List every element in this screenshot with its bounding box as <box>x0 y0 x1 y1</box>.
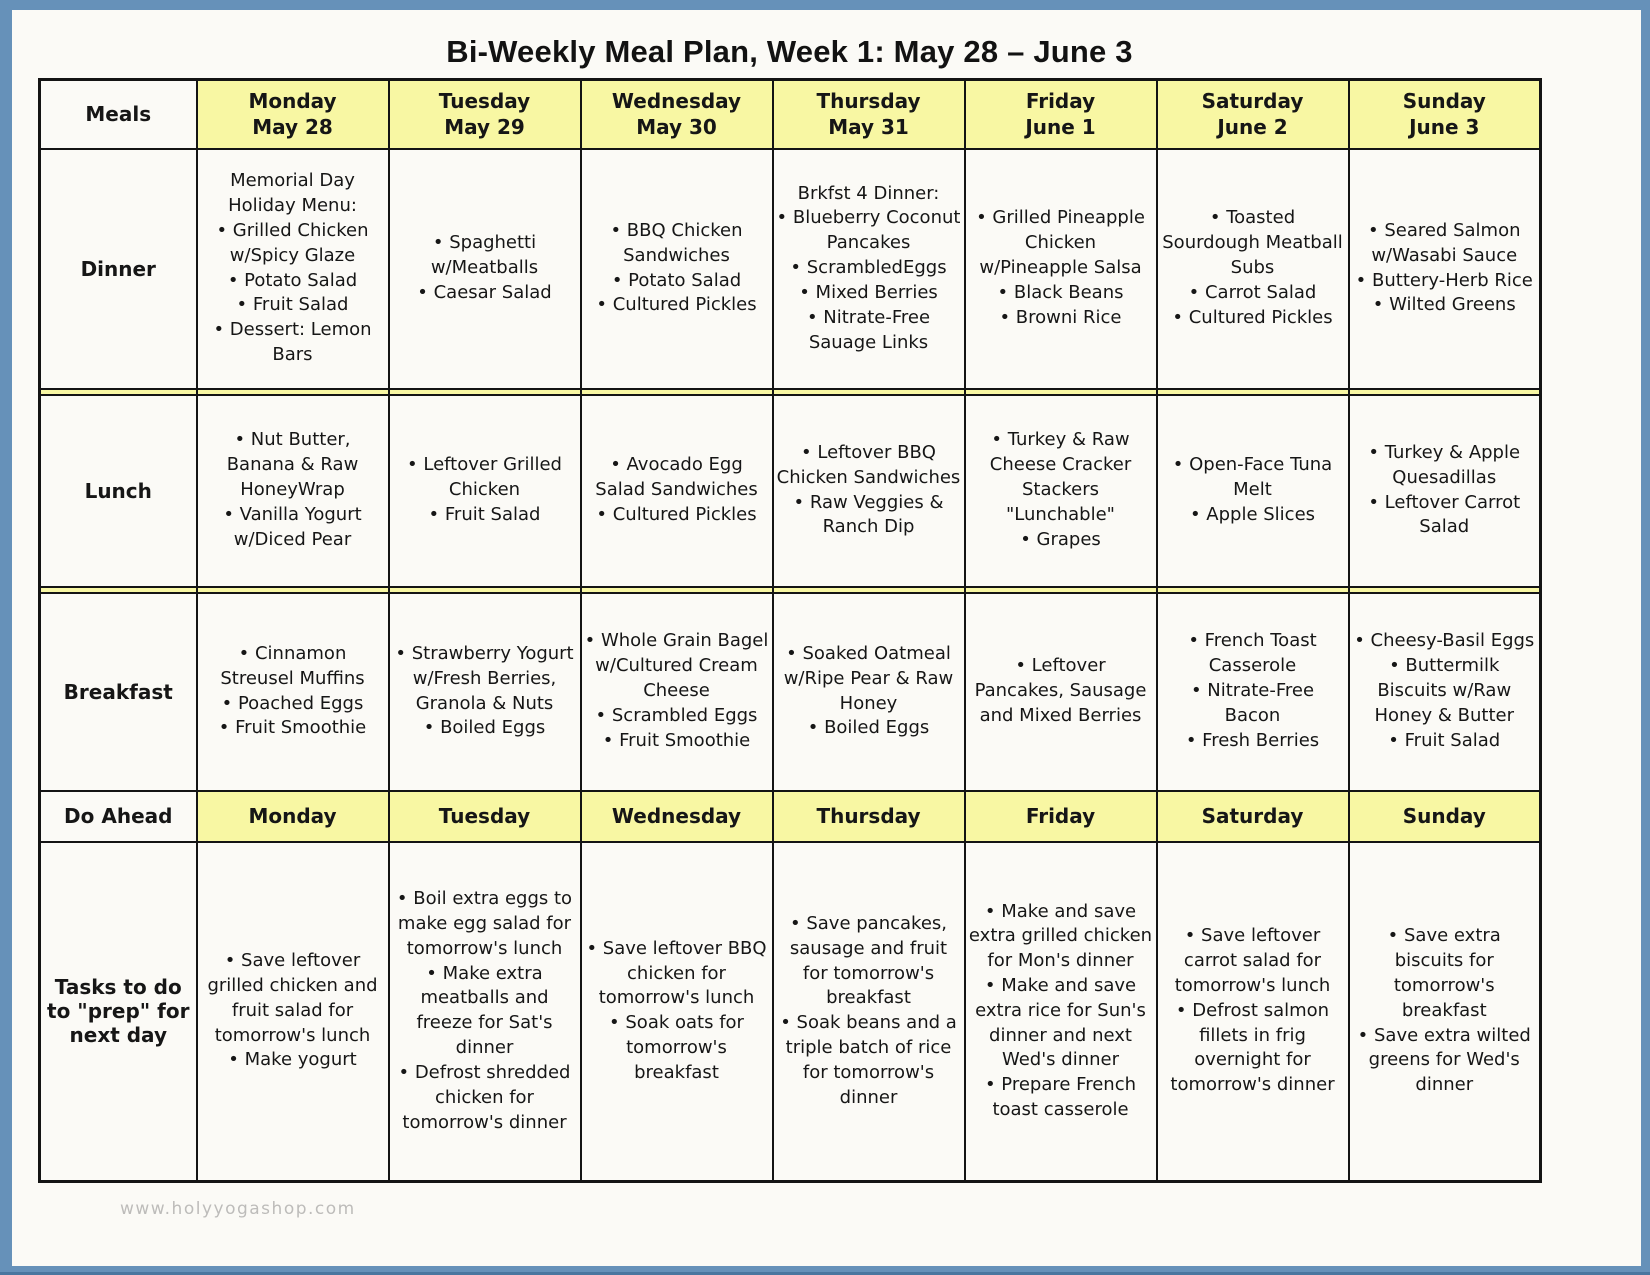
meal-item: • Save pancakes, sausage and fruit for tomorrow's breakfast <box>789 912 948 1009</box>
meal-item: • Nitrate-Free Sauage Links <box>806 306 931 353</box>
meal-item: • Soaked Oatmeal w/Ripe Pear & Raw Honey <box>783 642 954 714</box>
meal-item: • Make yogurt <box>228 1049 357 1071</box>
do-ahead-label: Do Ahead <box>40 791 197 842</box>
meal-item: • Make extra meatballs and freeze for Sat's dinner <box>416 962 553 1059</box>
day-header-sunday <box>1349 80 1541 149</box>
day-name: Saturday <box>1201 89 1304 114</box>
watermark-text: www.holyyogashop.com <box>120 1199 356 1219</box>
meal-item: • Make and save extra grilled chicken for Mon's dinner <box>968 900 1153 972</box>
tasks-cell-saturday <box>1157 842 1349 1182</box>
day-header-tuesday <box>389 80 581 149</box>
tasks-row-label: Tasks to do to "prep" for next day <box>40 842 197 1182</box>
meal-item: • Whole Grain Bagel w/Cultured Cream Cheese <box>584 630 769 702</box>
meal-item: • Avocado Egg Salad Sandwiches <box>595 454 758 501</box>
dinner-cell-sunday <box>1349 149 1541 389</box>
meal-item: • Leftover Carrot Salad <box>1368 491 1521 538</box>
lunch-cell-saturday <box>1157 395 1349 587</box>
breakfast-cell-thursday <box>773 593 965 791</box>
meal-item: • Potato Salad <box>611 269 742 291</box>
dinner-cell-wednesday <box>581 149 773 389</box>
day-name: Wednesday <box>611 89 742 114</box>
day-name: Sunday <box>1402 89 1486 114</box>
breakfast-row <box>40 593 1541 791</box>
meal-item: • Mixed Berries <box>799 281 938 303</box>
lunch-cell-sunday <box>1349 395 1541 587</box>
meal-item: • Grilled Pineapple Chicken w/Pineapple Salsa <box>976 207 1145 279</box>
day-name: Thursday <box>816 89 921 114</box>
meal-item: • Cultured Pickles <box>596 294 757 316</box>
meal-item: • Defrost shredded chicken for tomorrow's dinner <box>398 1061 571 1133</box>
meal-item: • Leftover BBQ Chicken Sandwiches <box>776 441 961 488</box>
day-name: Tuesday <box>438 89 531 114</box>
meal-item: • Leftover Grilled Chicken <box>407 454 562 501</box>
meal-item: • Vanilla Yogurt w/Diced Pear <box>223 503 362 550</box>
tasks-row <box>40 842 1541 1182</box>
meal-item: • Fruit Smoothie <box>218 717 367 739</box>
do-ahead-wednesday: Wednesday <box>581 791 773 842</box>
meal-item: • Fresh Berries <box>1185 729 1320 751</box>
meal-item: • Turkey & Raw Cheese Cracker Stackers "Lunchable" <box>989 429 1132 525</box>
dinner-cell-friday <box>965 149 1157 389</box>
meal-item: • Save extra biscuits for tomorrow's breakfast <box>1387 925 1501 1021</box>
dinner-row <box>40 149 1541 389</box>
dinner-row-label: Dinner <box>40 149 197 389</box>
meal-item: • Nut Butter, Banana & Raw HoneyWrap <box>226 429 359 501</box>
meal-item: Brkfst 4 Dinner: <box>797 182 940 204</box>
meal-item: • Seared Salmon w/Wasabi Sauce <box>1367 219 1521 266</box>
meal-item: • Turkey & Apple Quesadillas <box>1368 441 1521 488</box>
breakfast-cell-wednesday <box>581 593 773 791</box>
tasks-cell-tuesday <box>389 842 581 1182</box>
lunch-cell-friday <box>965 395 1157 587</box>
breakfast-row-label: Breakfast <box>40 593 197 791</box>
do-ahead-monday: Monday <box>197 791 389 842</box>
day-date: May 31 <box>828 115 909 140</box>
meal-item: • Toasted Sourdough Meatball Subs <box>1162 207 1343 279</box>
meal-item: • Black Beans <box>997 281 1124 303</box>
meal-item: • Caesar Salad <box>417 281 552 303</box>
meal-item: • Open-Face Tuna Melt <box>1172 454 1333 501</box>
meal-item: • Defrost salmon fillets in frig overnight for tomorrow's dinner <box>1170 999 1335 1096</box>
meal-item: • Cinnamon Streusel Muffins <box>220 642 365 689</box>
meal-item: • Soak beans and a triple batch of rice for tomorrow's dinner <box>780 1012 957 1108</box>
meal-plan-table <box>38 78 1542 1183</box>
meal-item: • Fruit Salad <box>1388 729 1501 751</box>
meal-item: • Scrambled Eggs <box>595 704 758 726</box>
breakfast-cell-friday <box>965 593 1157 791</box>
dinner-cell-tuesday <box>389 149 581 389</box>
lunch-cell-monday <box>197 395 389 587</box>
meal-item: • Save leftover BBQ chicken for tomorrow's lunch <box>586 937 767 1009</box>
do-ahead-row <box>40 791 1541 842</box>
do-ahead-thursday: Thursday <box>773 791 965 842</box>
meal-item: • Boil extra eggs to make egg salad for tomorrow's lunch <box>396 888 573 959</box>
meal-item: • Cheesy-Basil Eggs <box>1354 630 1535 652</box>
meal-item: • Fruit Salad <box>236 294 349 316</box>
meal-item: • Cultured Pickles <box>596 503 757 525</box>
do-ahead-tuesday: Tuesday <box>389 791 581 842</box>
tasks-cell-friday <box>965 842 1157 1182</box>
tasks-cell-wednesday <box>581 842 773 1182</box>
day-date: June 3 <box>1409 115 1480 140</box>
meal-item: • Apple Slices <box>1189 503 1316 525</box>
day-date: May 30 <box>636 115 717 140</box>
meal-item: • Save extra wilted greens for Wed's dinner <box>1357 1024 1531 1096</box>
meal-item: • Buttermilk Biscuits w/Raw Honey & Butter <box>1374 655 1514 726</box>
tasks-cell-sunday <box>1349 842 1541 1182</box>
meal-item: • Cultured Pickles <box>1172 306 1333 328</box>
breakfast-cell-tuesday <box>389 593 581 791</box>
meal-item: • Grilled Chicken w/Spicy Glaze <box>216 219 369 266</box>
tasks-cell-thursday <box>773 842 965 1182</box>
breakfast-cell-monday <box>197 593 389 791</box>
meal-item: • French Toast Casserole <box>1188 630 1317 677</box>
meal-plan-page <box>12 10 1641 1266</box>
lunch-cell-wednesday <box>581 395 773 587</box>
lunch-cell-thursday <box>773 395 965 587</box>
lunch-cell-tuesday <box>389 395 581 587</box>
breakfast-cell-sunday <box>1349 593 1541 791</box>
meal-item: • Fruit Salad <box>428 503 541 525</box>
dinner-cell-monday <box>197 149 389 389</box>
breakfast-cell-saturday <box>1157 593 1349 791</box>
day-header-saturday <box>1157 80 1349 149</box>
dinner-cell-thursday <box>773 149 965 389</box>
meal-item: • Wilted Greens <box>1372 294 1516 316</box>
do-ahead-sunday: Sunday <box>1349 791 1541 842</box>
do-ahead-friday: Friday <box>965 791 1157 842</box>
meal-item: • Save leftover carrot salad for tomorrow's lunch <box>1174 925 1331 996</box>
meal-item: • Carrot Salad <box>1188 281 1317 303</box>
day-header-monday <box>197 80 389 149</box>
meal-item: • Browni Rice <box>999 306 1122 328</box>
day-name: Monday <box>248 89 337 114</box>
meal-item: • Raw Veggies & Ranch Dip <box>793 491 944 538</box>
day-date: May 28 <box>252 115 333 140</box>
meal-item: • Boiled Eggs <box>423 717 546 739</box>
lunch-row <box>40 395 1541 587</box>
day-header-row <box>40 80 1541 149</box>
day-date: June 1 <box>1025 115 1096 140</box>
meal-item: • Spaghetti w/Meatballs <box>430 232 539 279</box>
day-header-thursday <box>773 80 965 149</box>
day-date: June 2 <box>1217 115 1288 140</box>
meal-item: • BBQ Chicken Sandwiches <box>610 219 743 266</box>
meal-item: • Fruit Smoothie <box>602 729 751 751</box>
meal-item: • Buttery-Herb Rice <box>1355 269 1533 291</box>
meal-item: • Nitrate-Free Bacon <box>1190 680 1315 726</box>
meal-item: • Soak oats for tomorrow's breakfast <box>609 1012 744 1083</box>
dinner-cell-saturday <box>1157 149 1349 389</box>
day-header-wednesday <box>581 80 773 149</box>
page-title: Bi-Weekly Meal Plan, Week 1: May 28 – June 3 <box>446 34 1133 69</box>
meal-item: • Boiled Eggs <box>807 717 930 739</box>
meal-item: • Strawberry Yogurt w/Fresh Berries, Granola & Nuts <box>395 642 574 714</box>
meal-item: • ScrambledEggs <box>790 257 947 279</box>
day-name: Friday <box>1025 89 1096 114</box>
meal-item: • Blueberry Coconut Pancakes <box>776 207 961 254</box>
meal-item: • Grapes <box>1020 528 1101 550</box>
lunch-row-label: Lunch <box>40 395 197 587</box>
meal-item: • Potato Salad <box>227 269 358 291</box>
meal-item: • Make and save extra rice for Sun's dinner and next Wed's dinner <box>975 975 1146 1071</box>
meal-item: Memorial Day Holiday Menu: <box>228 170 357 217</box>
meal-item: • Prepare French toast casserole <box>984 1074 1137 1121</box>
tasks-cell-monday <box>197 842 389 1182</box>
meal-item: • Save leftover grilled chicken and fruit salad for tomorrow's lunch <box>207 950 378 1046</box>
meal-item: • Dessert: Lemon Bars <box>213 319 372 365</box>
meals-corner-header: Meals <box>40 80 197 149</box>
do-ahead-saturday: Saturday <box>1157 791 1349 842</box>
meal-item: • Poached Eggs <box>221 692 364 714</box>
meal-item: • Leftover Pancakes, Sausage and Mixed Berries <box>974 655 1147 726</box>
day-date: May 29 <box>444 115 525 140</box>
day-header-friday <box>965 80 1157 149</box>
